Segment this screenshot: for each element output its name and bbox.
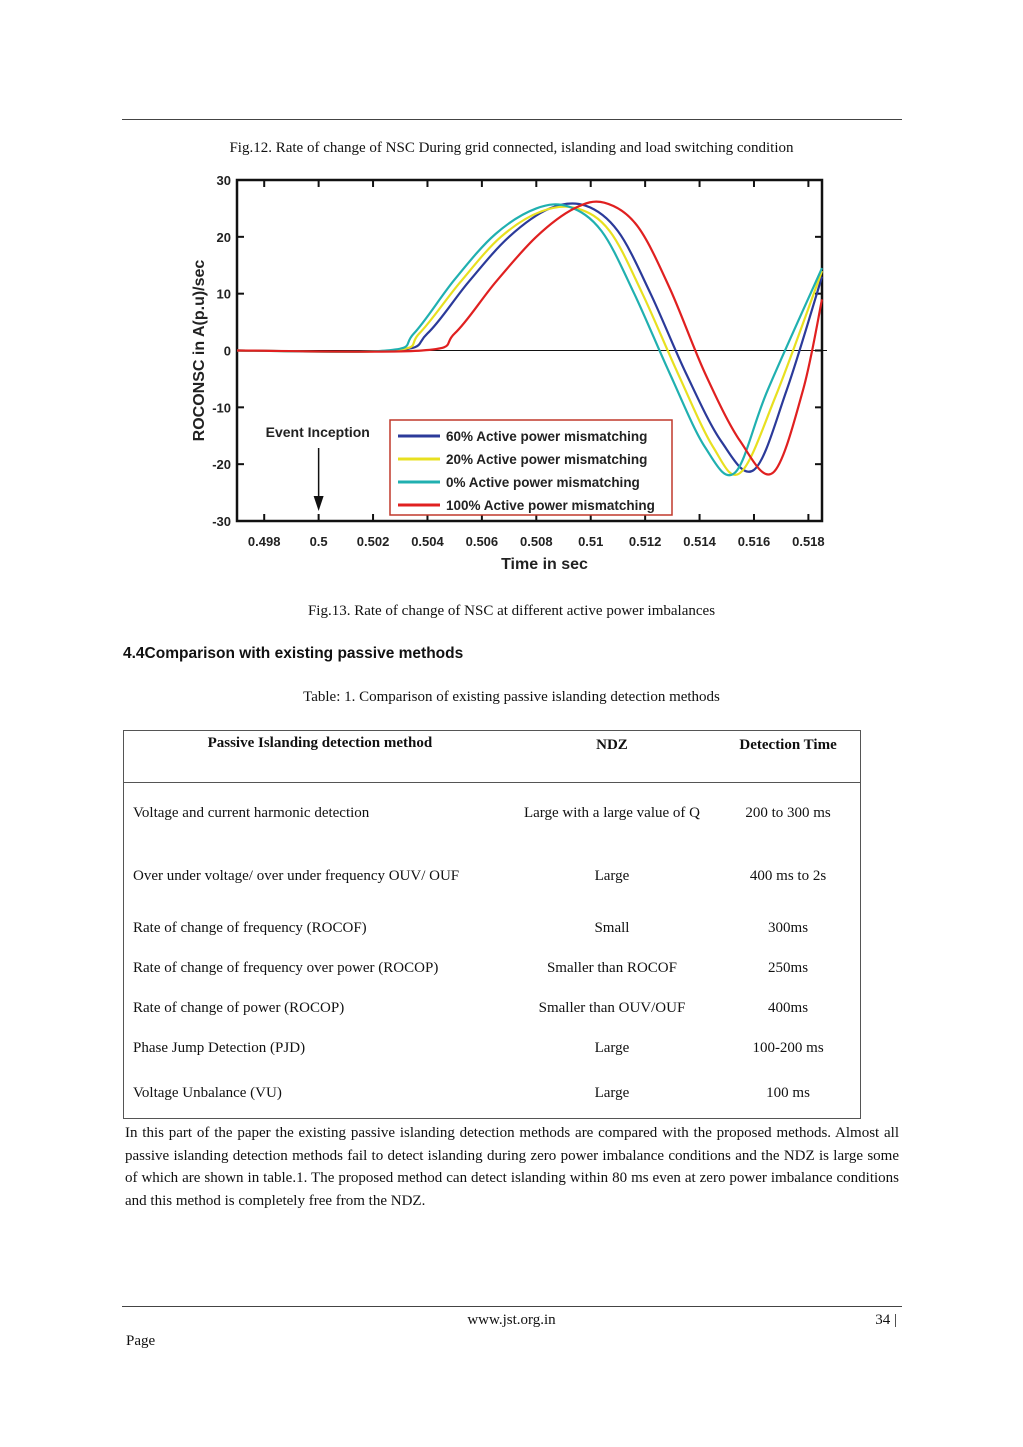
method-cell: Rate of change of frequency (ROCOF) — [133, 920, 367, 936]
y-tick-label: 30 — [216, 173, 231, 188]
detection-time-cell: 400ms — [768, 1000, 809, 1016]
method-cell: Voltage and current harmonic detection — [133, 805, 370, 822]
x-tick-label: 0.506 — [465, 534, 499, 549]
figure-12-caption: Fig.12. Rate of change of NSC During grid connected, islanding and load switching condition — [229, 140, 794, 156]
method-cell: Phase Jump Detection (PJD) — [133, 1040, 306, 1056]
x-tick-label: 0.504 — [411, 534, 444, 549]
legend-label: 60% Active power mismatching — [446, 429, 648, 444]
x-axis-label: Time in sec — [501, 556, 588, 573]
ndz-cell: Large — [594, 868, 630, 884]
detection-time-cell: 200 to 300 ms — [745, 805, 831, 822]
footer-page-number: 34 | — [875, 1312, 897, 1328]
ndz-cell: Large — [594, 1040, 630, 1056]
method-cell: Over under voltage/ over under frequency OUV/ OUF — [133, 868, 460, 884]
table-row — [124, 989, 861, 1029]
table-row — [124, 949, 861, 989]
x-tick-label: 0.498 — [247, 534, 281, 549]
y-tick-label: -20 — [212, 457, 231, 473]
column-header-method: Passive Islanding detection method — [124, 731, 508, 783]
roconsc-chart — [180, 170, 840, 575]
x-tick-label: 0.512 — [628, 534, 662, 549]
figure-13-caption: Fig.13. Rate of change of NSC at different active power imbalances — [307, 603, 716, 619]
header-rule — [122, 119, 902, 120]
y-tick-label: 10 — [216, 286, 231, 302]
column-header-ndz: NDZ — [508, 731, 716, 783]
column-header-detection-time: Detection Time — [716, 731, 860, 783]
table-row — [124, 783, 861, 845]
table-header-row — [124, 731, 861, 783]
section-heading: 4.4Comparison with existing passive methods — [123, 645, 464, 662]
y-tick-label: 20 — [216, 229, 231, 245]
table-row — [124, 909, 861, 949]
x-tick-label: 0.51 — [578, 534, 604, 549]
x-tick-label: 0.516 — [737, 534, 771, 549]
ndz-cell: Large with a large value of Q — [523, 805, 700, 822]
legend-label: 100% Active power mismatching — [446, 498, 655, 513]
footer-url[interactable]: www.jst.org.in — [467, 1312, 556, 1328]
y-axis-label: ROCONSC in A(p.u)/sec — [191, 259, 208, 442]
method-cell: Rate of change of frequency over power (ROCOP) — [133, 960, 439, 976]
detection-time-cell: 100 ms — [766, 1084, 810, 1101]
x-tick-label: 0.518 — [792, 534, 825, 549]
table-row — [124, 1029, 861, 1069]
detection-time-cell: 300ms — [768, 920, 809, 936]
y-tick-label: -10 — [212, 400, 231, 416]
table-caption: Table: 1. Comparison of existing passive islanding detection methods — [303, 689, 720, 705]
legend-label: 20% Active power mismatching — [446, 452, 648, 467]
y-tick-label: -30 — [212, 514, 231, 529]
method-cell: Voltage Unbalance (VU) — [133, 1084, 282, 1101]
footer-rule — [122, 1306, 902, 1307]
ndz-cell: Smaller than ROCOF — [546, 960, 677, 976]
legend-label: 0% Active power mismatching — [446, 475, 640, 490]
x-tick-label: 0.502 — [356, 534, 390, 549]
x-tick-label: 0.508 — [520, 534, 553, 549]
ndz-cell: Large — [594, 1084, 630, 1101]
x-tick-label: 0.5 — [309, 534, 328, 549]
detection-time-cell: 100-200 ms — [752, 1040, 824, 1056]
ndz-cell: Smaller than OUV/OUF — [538, 1000, 686, 1016]
annotation-label: Event Inception — [265, 424, 370, 440]
footer-page-word: Page — [126, 1333, 156, 1349]
ndz-cell: Small — [594, 920, 630, 936]
detection-time-cell: 400 ms to 2s — [749, 868, 827, 884]
comparison-table — [123, 730, 861, 1119]
method-cell: Rate of change of power (ROCOP) — [133, 1000, 345, 1016]
x-tick-label: 0.514 — [683, 534, 716, 549]
body-paragraph: In this part of the paper the existing passive islanding detection methods are compared with the proposed methods. Almost all passive islanding detection methods fail to detect islanding during zero power imbalance conditions and the NDZ is large some of which are shown in table.1. The proposed method can detect islanding within 80 ms even at zero power imbalance conditions and this method is completely free from the NDZ. — [125, 1125, 899, 1209]
y-tick-label: 0 — [223, 343, 231, 359]
table-row — [124, 845, 861, 909]
table-row — [124, 1069, 861, 1119]
detection-time-cell: 250ms — [768, 960, 809, 976]
